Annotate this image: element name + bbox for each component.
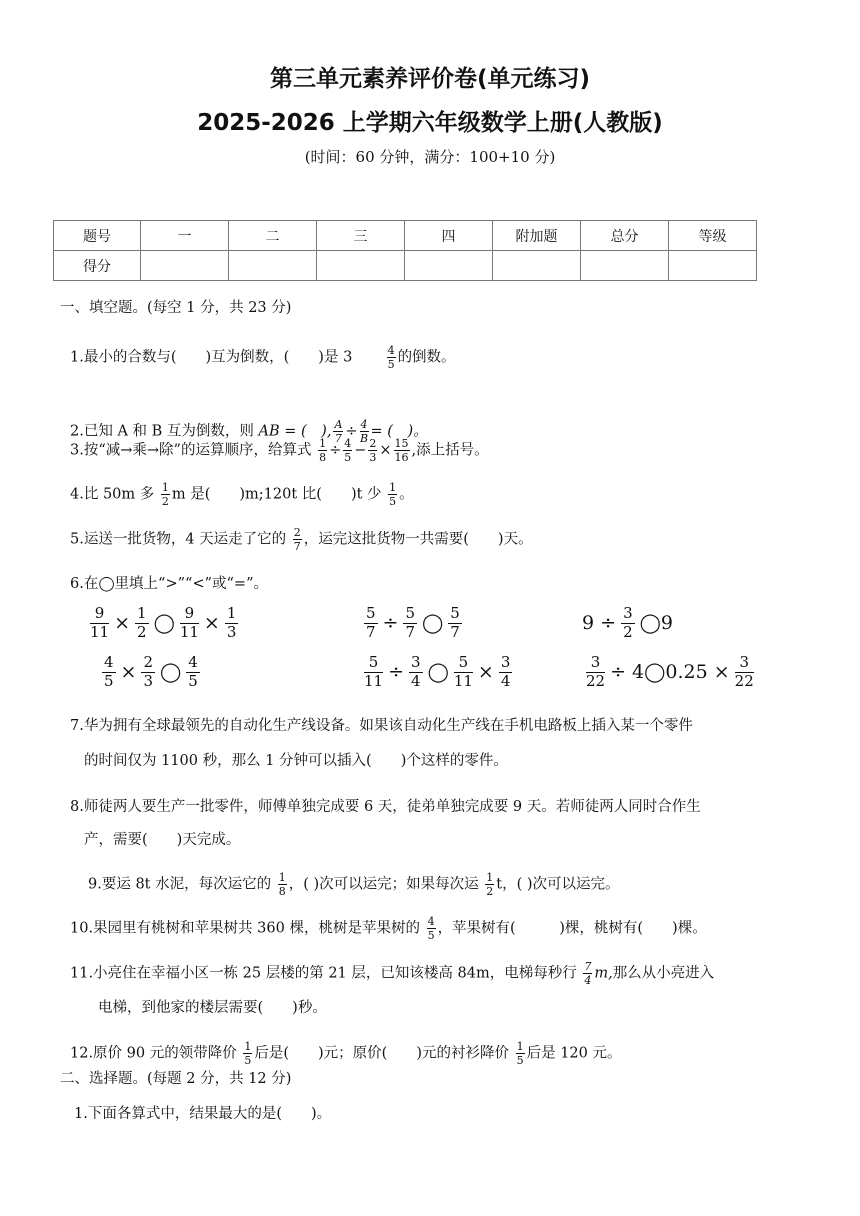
section1-heading: 一、填空题。(每空 1 分，共 23 分) (60, 300, 292, 316)
fraction (516, 1041, 525, 1066)
denominator: 7 (450, 623, 460, 641)
denominator: 5 (387, 358, 395, 371)
operator: ÷ (382, 612, 399, 634)
question-7-line1: 7.华为拥有全球最领先的自动化生产线设备。如果该自动化生产线在手机电路板上插入某一个零件 (70, 718, 693, 734)
question-text: t，( )次可以运完。 (496, 876, 620, 893)
compare-circle[interactable]: ◯ (422, 612, 444, 634)
operator: × (203, 612, 220, 634)
denominator: 11 (453, 672, 473, 690)
fraction (388, 482, 397, 507)
question-text: 2.已知 A 和 B 互为倒数，则 (70, 423, 254, 440)
question-text: 9.要运 8t 水泥，每次运它的 (88, 876, 272, 893)
score-header-cell: 题号 (54, 221, 141, 251)
numerator: 1 (389, 481, 397, 494)
numerator: 4 (344, 437, 352, 450)
math-expression: 9 ÷ (582, 612, 617, 634)
numerator: 5 (454, 655, 473, 673)
question-12 (70, 1041, 622, 1066)
question-11-line2: 电梯，到他家的楼层需要( )秒。 (98, 1000, 327, 1016)
unit: m, (594, 965, 613, 982)
question-text: 后是( )元；原价( )元的衬衫降价 (254, 1045, 509, 1062)
math-expression[interactable]: ◯9 (639, 612, 673, 634)
denominator: 16 (394, 451, 409, 464)
math-expression: AB = ( ), (258, 423, 332, 440)
question-8-line2: 产，需要( )天完成。 (84, 832, 241, 848)
fraction (427, 916, 436, 941)
fraction (161, 482, 170, 507)
question-text: ，苹果树有( )棵，桃树有( )棵。 (437, 920, 707, 937)
operator: ÷ (329, 442, 342, 459)
fraction (448, 606, 462, 640)
score-header-cell: 三 (317, 221, 405, 251)
question-text: 10.果园里有桃树和苹果树共 360 棵，桃树是苹果树的 (70, 920, 420, 937)
denominator: 2 (161, 495, 169, 508)
operator: × (379, 442, 392, 459)
denominator: 5 (389, 495, 397, 508)
operator: × (114, 612, 131, 634)
question-text: 1.最小的合数与( )互为倒数，( )是 3 (70, 349, 353, 366)
fraction (180, 606, 199, 640)
denominator: 11 (90, 623, 110, 641)
section2-question-1: 1.下面各算式中，结果最大的是( )。 (74, 1106, 332, 1122)
question-text: 那么从小亮进入 (612, 965, 715, 982)
question-6: 6.在◯里填上“>”“<”或“=”。 (70, 576, 268, 592)
exam-title-line1: 第三单元素养评价卷(单元练习) (269, 66, 591, 92)
score-table (53, 220, 757, 281)
numerator: 9 (90, 606, 109, 624)
question-text: ，运完这批货物一共需要( )天。 (303, 531, 533, 548)
numerator: 4 (427, 915, 435, 928)
compare-circle[interactable]: ◯ (153, 612, 175, 634)
question-9 (88, 872, 620, 897)
question-text: 4.比 50m 多 (70, 486, 155, 503)
numerator: 1 (226, 604, 237, 622)
numerator: 3 (586, 655, 605, 673)
operator: − (354, 442, 367, 459)
fraction (278, 872, 287, 897)
denominator: B (360, 432, 369, 445)
compare-expression-5 (362, 655, 514, 689)
question-11-line1 (70, 961, 714, 986)
fraction (141, 655, 155, 689)
numerator: 5 (405, 604, 416, 622)
numerator: 9 (180, 606, 199, 624)
question-8-line1: 8.师徒两人要生产一批零件，师傅单独完成要 6 天，徒弟单独完成要 9 天。若师徒两人同时合作生 (70, 799, 701, 815)
score-header-cell: 总分 (581, 221, 669, 251)
numerator: 1 (161, 481, 169, 494)
denominator: 7 (334, 432, 342, 445)
exam-subtitle: (时间：60 分钟，满分：100+10 分) (304, 148, 556, 166)
fraction (583, 961, 592, 986)
question-10 (70, 916, 707, 941)
fraction (364, 606, 378, 640)
denominator: 8 (319, 451, 327, 464)
denominator: 4 (584, 974, 592, 987)
fraction (403, 606, 417, 640)
score-row-label: 得分 (54, 251, 141, 281)
numerator: 3 (500, 653, 511, 671)
denominator: 3 (369, 451, 377, 464)
denominator: 4 (500, 672, 511, 690)
operator: ÷ (345, 423, 358, 440)
score-cell[interactable] (229, 251, 317, 281)
numerator: 2 (369, 437, 377, 450)
fraction (621, 606, 635, 640)
numerator: 5 (450, 604, 460, 622)
numerator: 3 (411, 653, 421, 671)
numerator: 1 (486, 871, 494, 884)
fraction (343, 438, 352, 463)
denominator: 2 (623, 623, 633, 641)
denominator: 2 (486, 885, 494, 898)
denominator: 5 (244, 1054, 252, 1067)
denominator: 5 (427, 929, 435, 942)
compare-circle[interactable]: ◯ (427, 661, 449, 683)
fraction (409, 655, 423, 689)
question-text: 12.原价 90 元的领带降价 (70, 1045, 237, 1062)
fraction (225, 606, 239, 640)
question-text: 。 (399, 486, 414, 503)
question-3 (70, 438, 489, 463)
score-cell[interactable] (493, 251, 581, 281)
question-text: 5.运送一批货物，4 天运走了它的 (70, 531, 287, 548)
denominator: 5 (104, 672, 114, 690)
denominator: 5 (188, 672, 198, 690)
operator: ÷ (388, 661, 405, 683)
fraction (102, 655, 116, 689)
denominator: 22 (734, 672, 754, 690)
compare-expression-6 (584, 655, 756, 689)
fraction (135, 606, 149, 640)
compare-expression-3 (582, 606, 673, 640)
numerator: 3 (735, 655, 754, 673)
fraction (454, 655, 473, 689)
compare-expression-4 (100, 655, 202, 689)
denominator: 5 (516, 1054, 524, 1067)
compare-expression-1 (88, 606, 240, 640)
question-text: 3.按“减→乘→除”的运算顺序，给算式 (70, 442, 312, 459)
question-text: ，( )次可以运完；如果每次运 (288, 876, 479, 893)
denominator: 5 (344, 451, 352, 464)
fraction (499, 655, 513, 689)
score-header-cell: 等级 (669, 221, 757, 251)
score-table-header-row (54, 221, 757, 251)
question-text: 后是 120 元。 (526, 1045, 622, 1062)
numerator: 4 (104, 653, 114, 671)
numerator: 2 (143, 653, 154, 671)
numerator: 4 (360, 418, 368, 431)
numerator: 5 (364, 655, 383, 673)
score-header-cell: 附加题 (493, 221, 581, 251)
fraction (368, 438, 377, 463)
denominator: 11 (179, 623, 199, 641)
numerator: 4 (188, 653, 198, 671)
section2-heading: 二、选择题。(每题 2 分，共 12 分) (60, 1071, 292, 1087)
denominator: 2 (137, 623, 147, 641)
score-cell[interactable] (405, 251, 493, 281)
denominator: 22 (586, 672, 606, 690)
operator: × (120, 661, 137, 683)
numerator: 1 (137, 604, 147, 622)
question-text: 的倒数。 (397, 349, 456, 366)
question-1 (70, 345, 456, 370)
operator: × (477, 661, 494, 683)
numerator: 1 (516, 1040, 524, 1053)
denominator: 8 (278, 885, 286, 898)
fraction (586, 655, 605, 689)
fraction (243, 1041, 252, 1066)
score-header-cell: 一 (141, 221, 229, 251)
fraction (90, 606, 109, 640)
denominator: 11 (364, 672, 384, 690)
score-cell[interactable] (317, 251, 405, 281)
score-cell[interactable] (581, 251, 669, 281)
compare-expression-2 (362, 606, 464, 640)
score-table-score-row (54, 251, 757, 281)
fraction (485, 872, 494, 897)
question-4 (70, 482, 414, 507)
question-text: ,添上括号。 (411, 442, 489, 459)
numerator: 15 (394, 437, 409, 450)
score-cell[interactable] (141, 251, 229, 281)
fraction (394, 438, 410, 463)
fraction (293, 527, 302, 552)
score-header-cell: 四 (405, 221, 493, 251)
denominator: 3 (226, 623, 237, 641)
numerator: 4 (387, 344, 395, 357)
numerator: 1 (278, 871, 286, 884)
fraction (364, 655, 383, 689)
question-text: 11.小亮住在幸福小区一栋 25 层楼的第 21 层，已知该楼高 84m，电梯每秒行 (70, 965, 577, 982)
math-expression: = ( )。 (370, 423, 428, 440)
question-7-line2: 的时间仅为 1100 秒，那么 1 分钟可以插入( )个这样的零件。 (84, 753, 508, 769)
numerator: 7 (584, 960, 592, 973)
numerator: A (334, 418, 343, 431)
exam-title-line2: 2025-2026 上学期六年级数学上册(人教版) (197, 110, 663, 136)
fraction (186, 655, 200, 689)
compare-circle[interactable]: ◯ (160, 661, 182, 683)
fraction (387, 345, 396, 370)
fraction (735, 655, 754, 689)
numerator: 2 (293, 526, 301, 539)
score-cell[interactable] (669, 251, 757, 281)
question-5 (70, 527, 533, 552)
numerator: 5 (366, 604, 376, 622)
numerator: 1 (319, 437, 327, 450)
denominator: 4 (411, 672, 421, 690)
denominator: 3 (143, 672, 154, 690)
denominator: 7 (366, 623, 376, 641)
math-expression[interactable]: ÷ 4◯0.25 × (610, 661, 730, 683)
numerator: 1 (244, 1040, 252, 1053)
numerator: 3 (623, 604, 633, 622)
score-header-cell: 二 (229, 221, 317, 251)
question-text: m 是( )m;120t 比( )t 少 (171, 486, 382, 503)
fraction (318, 438, 327, 463)
denominator: 7 (293, 540, 301, 553)
denominator: 7 (405, 623, 416, 641)
